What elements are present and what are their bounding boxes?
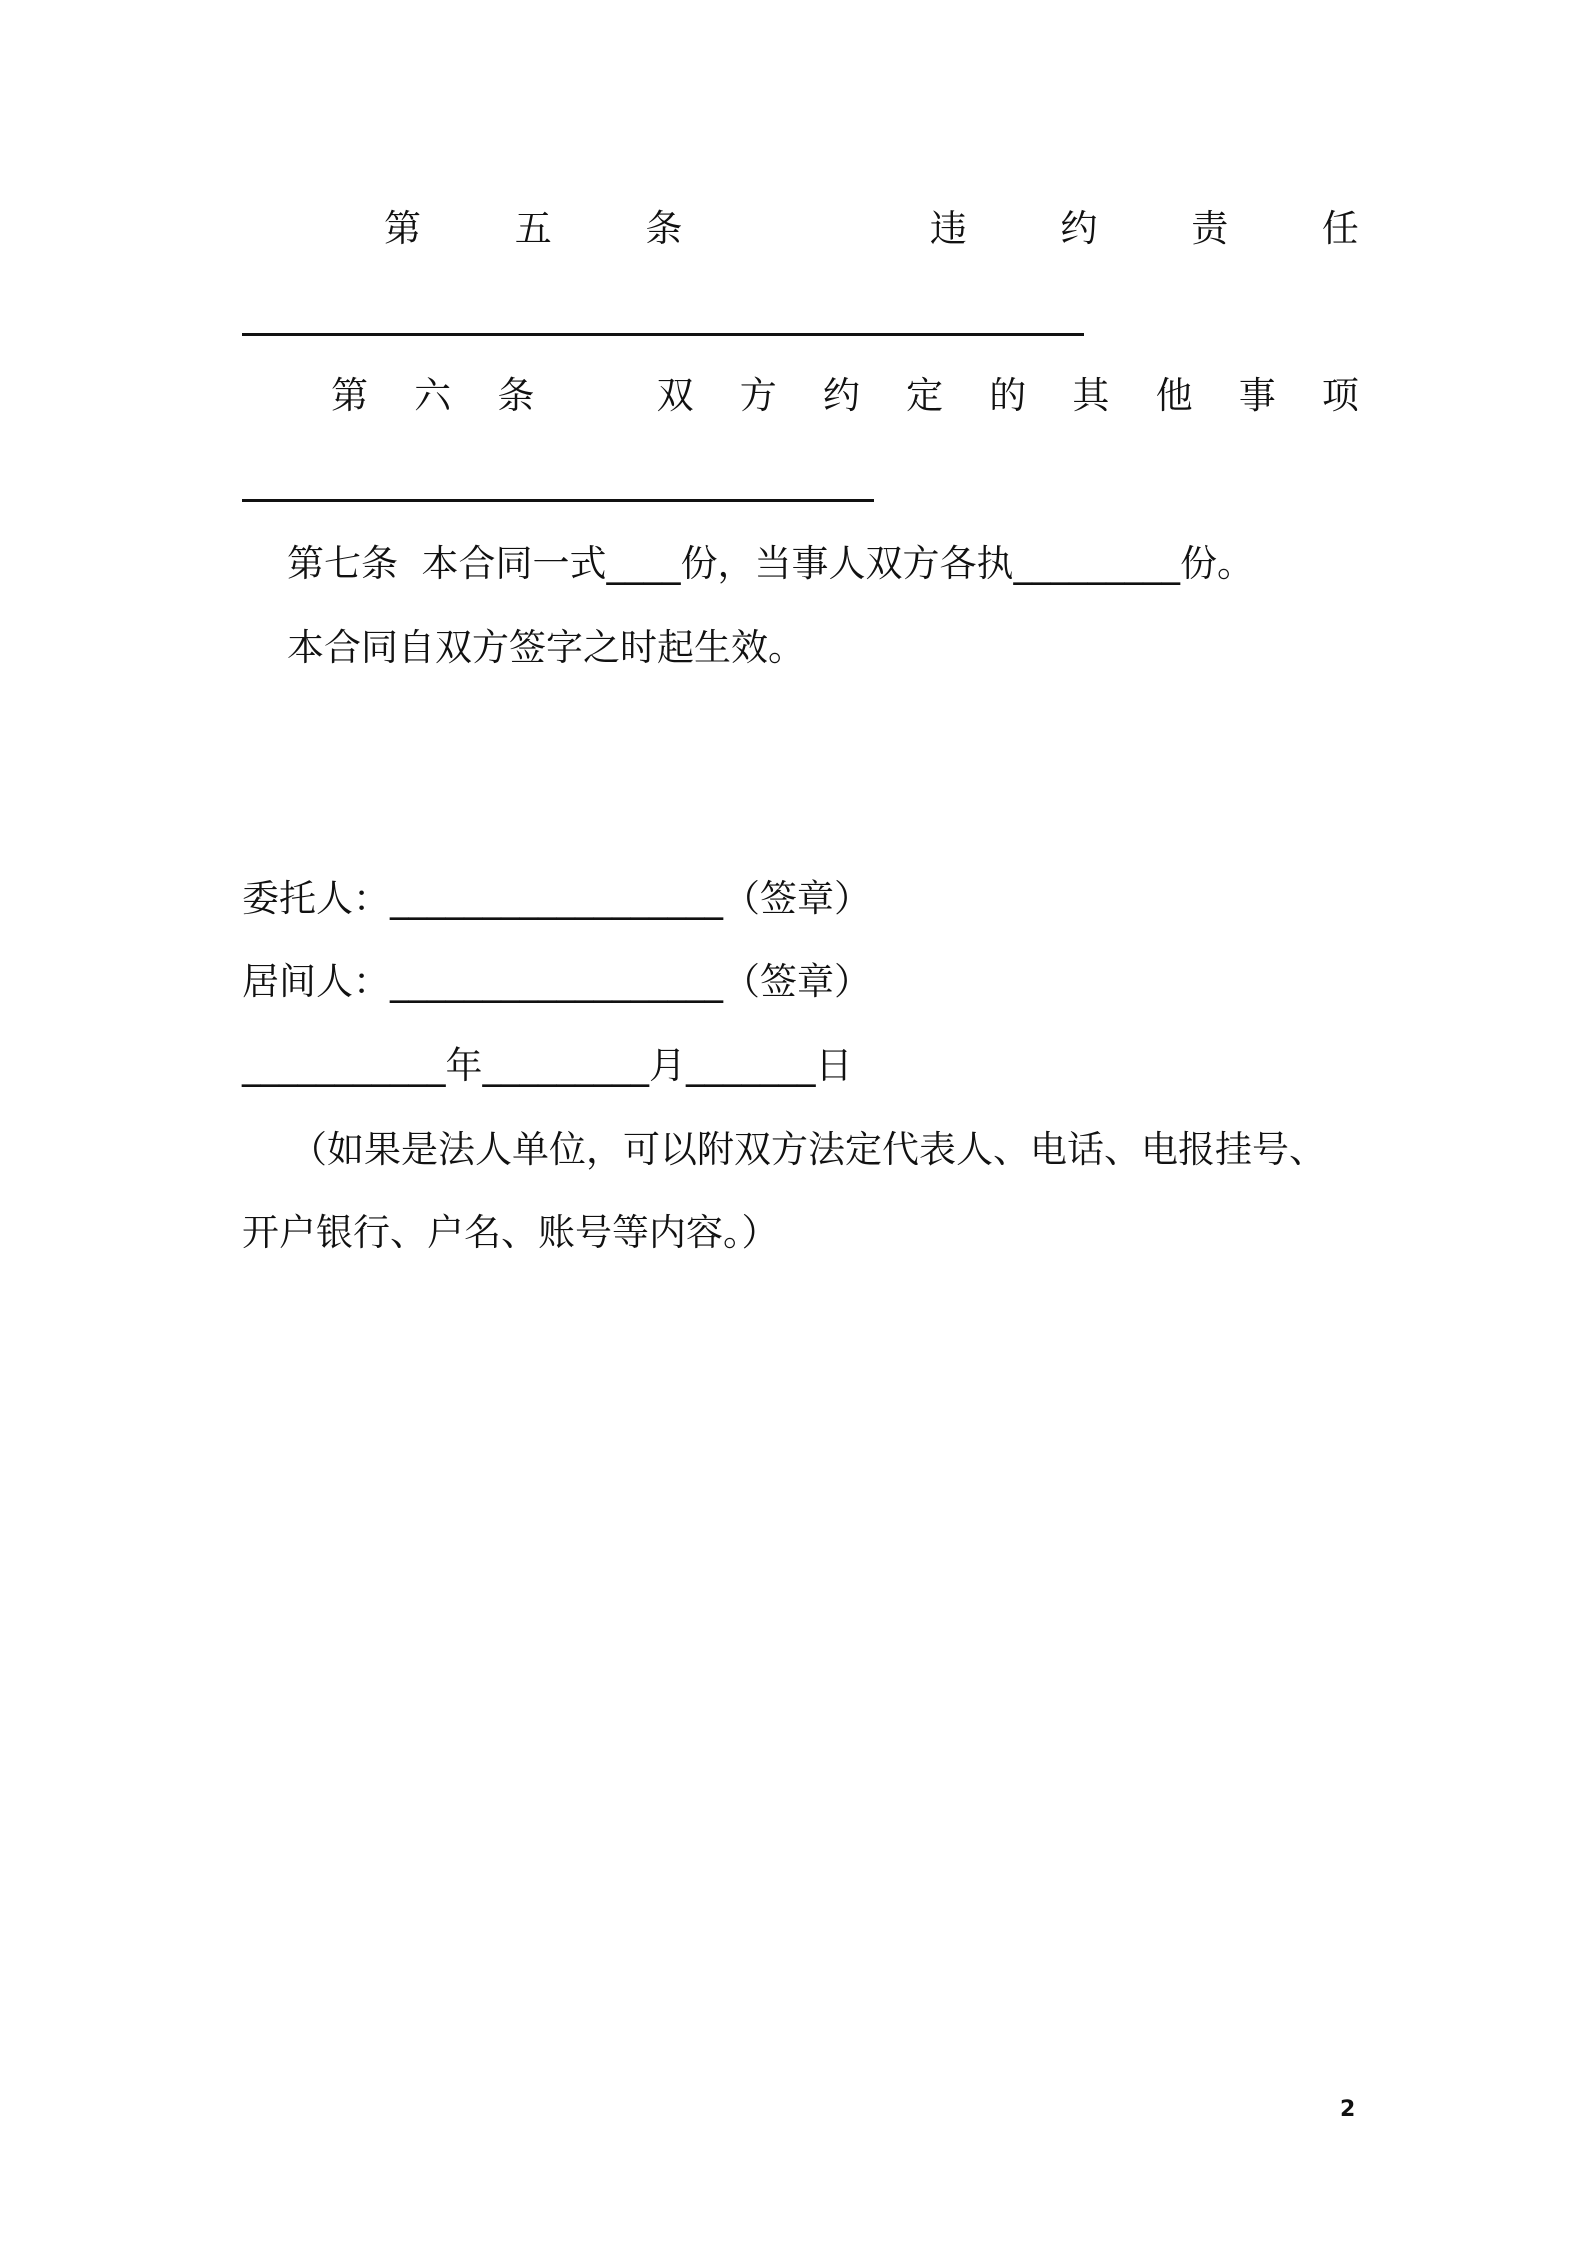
date-line: ___________年_________月_______日 [242,1044,853,1087]
principal-signature-line: 委托人：__________________（签章） [242,877,871,920]
article-6-char: 项 [1321,374,1359,417]
effective-clause: 本合同自双方签字之时起生效。 [287,626,805,669]
article-6-char: 双 [656,374,694,417]
article-5-char: 第 [384,207,421,250]
article-5-char: 违 [929,207,967,250]
article-6-char: 他 [1155,374,1193,417]
article-6-char: 定 [906,374,944,417]
note-line-2: 开户银行、户名、账号等内容。） [242,1211,779,1254]
article-5-char: 任 [1321,207,1359,250]
spacer [776,205,836,253]
page-number: 2 [1340,2097,1356,2122]
article-6-char: 方 [739,374,777,417]
article-6-char: 事 [1238,374,1276,417]
article-6-char: 第 [331,374,368,417]
article-6-heading [331,372,1359,420]
article-5-char: 约 [1060,207,1098,250]
article-5-char: 责 [1191,207,1229,250]
article-5-blank-line [242,333,1084,336]
article-7-text: 第七条 本合同一式____份，当事人双方各执_________份。 [287,542,1255,585]
article-6-char: 六 [414,374,452,417]
article-6-char: 其 [1072,374,1110,417]
article-5-char: 条 [645,207,683,250]
article-6-char: 条 [497,374,535,417]
article-6-char: 约 [822,374,860,417]
article-6-blank-line [242,499,874,502]
note-line-1: （如果是法人单位，可以附双方法定代表人、电话、电报挂号、 [290,1128,1326,1171]
article-6-char: 的 [989,374,1027,417]
spacer [580,372,610,420]
intermediary-signature-line: 居间人：__________________（签章） [242,960,871,1003]
article-5-char: 五 [514,207,552,250]
article-5-heading [384,205,1359,253]
